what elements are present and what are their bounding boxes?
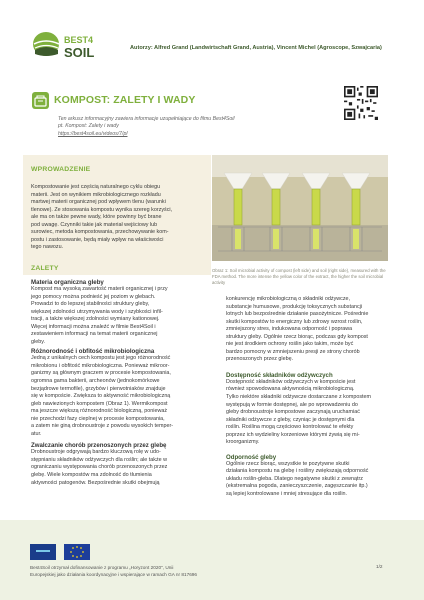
text-line: poprzez ich wydzieliny korzeniowe którymi żywią się mi-	[226, 431, 360, 438]
text-line: się w kompoście. Zwiększa to aktywność mikrobiologiczną	[31, 393, 171, 400]
text-line: martwej materii organicznej pod wpływem tlenu (warunki	[31, 199, 166, 206]
video-link[interactable]: https://best4soil.eu/videos/7/pl	[58, 130, 128, 137]
text-line: ma jeszcze większą różnorodność biologiczną, ponieważ	[31, 408, 168, 415]
text-line: substancje humusowe, produkcję toksycznych substancji	[226, 303, 363, 310]
text-line: stępnianiu składników odżywczych dla roślin; ale także w	[31, 456, 168, 463]
intro	[58, 116, 298, 138]
text-line: gleby drobnoustroje kompostowe zaczynają uruchamiać	[226, 409, 360, 416]
text-line: ganizmy są głównym graczem w procesie kompostowania,	[31, 370, 171, 377]
footer-line: Europejskiej jako działania koordynacyjne i wspierające w ramach GA nr 817696	[30, 572, 198, 577]
text-line: ogromna gama bakterii, archeonów (jednokomórkowe	[31, 378, 160, 385]
text-line: a zatem nie giną drobnoustroje z powodu wysokich temper-	[31, 423, 174, 430]
text-line: konkurencję mikrobiologiczną o składniki odżywcze,	[226, 296, 351, 302]
footer-line: Best4Soil otrzymał dofinansowanie z programu „Horyzont 2020", Unii	[30, 565, 174, 570]
text-line: aktywności patogenów. Bezpośrednie skutki obejmują	[31, 479, 160, 486]
text-line: gleb nawiezionych kompostem (Obraz 1). Wermikompost	[31, 400, 168, 407]
eu-flags	[30, 542, 130, 562]
text-line: Więcej informacji można znaleźć w filmie Best4Soil i	[31, 323, 156, 330]
text-line: Kompost ma wysoką zawartość materii organicznej i przy	[31, 286, 168, 292]
text-line: bezjądrowe termofile), grzybów i pierwotniaków znajduje	[31, 385, 166, 392]
text-line: zmniejszony stres, indukowana odporność i poprawa	[226, 326, 353, 333]
text-line: Dostępność składników odżywczych w kompoście jest	[226, 378, 356, 385]
s4-text	[226, 379, 389, 447]
right-column	[226, 296, 389, 499]
text-line: lotnych lub bezpośrednie działanie pasożytnicze. Pośrednie	[226, 311, 369, 318]
text-line: gleby.	[31, 338, 45, 345]
footer-text	[30, 564, 330, 578]
text-line: są lepiej kontrolowane i mniej stresujące dla roślin.	[226, 491, 348, 498]
page-number: 1/2	[376, 564, 383, 569]
text-line: nie przechodzi fazy cieplnej w procesie kompostowania,	[31, 415, 165, 422]
s1-heading: Materia organiczna gleby	[31, 279, 104, 286]
s4-heading: Dostępność składników odżywczych	[226, 371, 333, 379]
header	[0, 0, 424, 80]
text-line: tlenowe). Ze stosowania kompostu wynika szereg korzyści,	[31, 206, 173, 213]
text-line: struktury gleby. Ogólnie rzecz biorąc, podczas gdy kompost	[226, 333, 368, 340]
text-line: mikrobionu i obfitość mikrobiologiczna. Ponieważ mikroor-	[31, 362, 170, 369]
best4soil-logo	[32, 30, 122, 66]
text-line: materii. Jest on wynikiem mikrobiologicznego rozkładu	[31, 191, 161, 198]
intro-line1: Ten arkusz informacyjny zawiera informacje uzupełniające do filmu Best4Soil	[58, 116, 235, 122]
text-line: skutki kompostów to energiczny lub zdrowy wzrost roślin,	[226, 318, 363, 325]
text-line: Kompostowanie jest częścią naturalnego cyklu obiegu	[31, 184, 161, 190]
text-line: postu i zastosowanie, będą miały wpływ na właściwości	[31, 236, 164, 243]
zalety-heading: ZALETY	[31, 265, 59, 272]
s5-heading: Odporność gleby	[226, 453, 277, 461]
text-line: atur.	[31, 430, 42, 437]
text-line: ale ma on także pewne wady, które powinny być brane	[31, 214, 162, 221]
authors: Autorzy: Alfred Grand (Landwirtschaft Grand, Austria), Vincent Michel (Agroscope, Szwajcaria)	[130, 45, 382, 51]
text-line: roślin. Roślina mogą częściowo kontrolować te efekty	[226, 424, 354, 431]
text-line: (ekstremalna pogoda, zanieczyszczenie, zagęszczanie itp.)	[226, 483, 368, 490]
text-line: ograniczaniu występowania chorób przenoszonych przez	[31, 464, 168, 471]
text-line: tracji, a także większej zdolności wymiany kationowej.	[31, 316, 160, 323]
text-line: surowiec, metoda kompostowania, przechowywanie kom-	[31, 229, 169, 236]
left-column	[31, 279, 207, 487]
figure-caption: Obraz 1: Soil microbial activity of compost (left side) and soil (right side), measured with the FDA method. The more intense the yellow color of the extract, the higher the soil microbial activity	[212, 268, 386, 285]
s2-text	[31, 355, 207, 438]
s2-heading: Różnorodność i obfitość mikrobiologiczna	[31, 348, 155, 356]
text-line: działania kompostu na glebę i rośliny zwiększają odporność	[226, 468, 369, 475]
text-line: nie jest środkiem ochrony roślin jako takim, może być	[226, 341, 354, 348]
text-line: składniki odżywcze z gleby, czyniąc je dostępnymi dla	[226, 416, 355, 423]
logo-line1: BEST4	[64, 35, 94, 45]
text-line: układu roślin-gleba. Dlatego negatywne skutki z zewnątrz	[226, 475, 363, 482]
s3-text	[31, 449, 207, 487]
intro-box	[23, 155, 211, 275]
text-line: większej zdolności utrzymywania wody i szybkości infil-	[31, 308, 163, 315]
text-line: jego pomocy można podnieść jej poziom w glebach.	[31, 293, 156, 300]
text-line: pod uwagę. Czynniki takie jak materiał wejściowy lub	[31, 221, 158, 228]
text-line: Ogólnie rzecz biorąc, wszystkie te pozytywne skutki	[226, 460, 350, 467]
text-line: glebę. Wiele kompostów ma zdolność do tłumienia	[31, 472, 152, 479]
text-line: występują w formie dostępnej, ale po wprowadzeniu do	[226, 401, 358, 408]
qr-code-icon[interactable]	[344, 86, 378, 120]
compost-photo	[212, 155, 388, 261]
compost-icon	[32, 92, 49, 109]
text-line: Tylko niektóre składniki odżywcze dostarczane z kompostem	[226, 394, 372, 401]
right-p1	[226, 296, 389, 364]
text-line: przenoszonych przez glebę.	[226, 356, 294, 363]
text-line: Jedną z unikalnych cech kompostu jest jego różnorodność	[31, 355, 171, 362]
intro-box-text	[31, 184, 207, 252]
text-line: tego nawozu.	[31, 244, 64, 251]
text-line: zestawieniem informacji na temat materii organicznej	[31, 331, 158, 338]
title-row	[32, 92, 392, 110]
s5-text	[226, 461, 389, 499]
logo-line2: SOIL	[64, 45, 95, 60]
text-line: kroorganizmy.	[226, 439, 260, 446]
text-line: Prowadzi to do lepszej stabilności struktury gleby,	[31, 301, 150, 308]
text-line: również spowodowana aktywnością mikrobiologiczną.	[226, 386, 355, 393]
page-title: KOMPOST: ZALETY I WADY	[54, 94, 196, 106]
intro-line2: pt. Kompost: Zalety i wady	[58, 123, 119, 130]
intro-heading: WPROWADZENIE	[31, 166, 91, 173]
text-line: Drobnoustroje odgrywają bardzo kluczową rolę w udo-	[31, 449, 161, 456]
s3-heading: Zwalczanie chorób przenoszonych przez glebę	[31, 442, 167, 450]
s1-text	[31, 286, 207, 346]
text-line: bardzo pomocny w zmniejszeniu presji ze strony chorób	[226, 348, 360, 355]
